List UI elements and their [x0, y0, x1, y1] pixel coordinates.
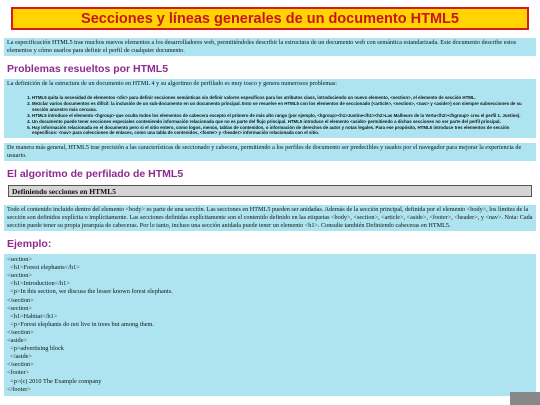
title-banner — [11, 7, 529, 30]
intro-paragraph: La especificación HTML5 trae muchos nuevos elementos a los desarrolladores web, permitiéndoles describir la estructura de un documento web con semántica estandarizada. Este documento describe estos elementos y cómo usarlos para definir el perfil de cualquier documento. — [4, 38, 536, 56]
subsection-heading: Definiendo secciones en HTML5 — [12, 186, 116, 196]
algorithm-paragraph: Todo el contenido incluido dentro del elemento <body> es parte de una sección. Las secciones en HTML5 pueden ser anidadas. Además de la sección principal, definida por el elemento <body>, los límites de la sección son definidos explícita o implícitamente. Las secciones definidas explícitamente son el contenido definido en las etiquetas <body>, <section>, <article>, <aside>, <footer>, <header>, y <nav>. Nota: Cada sección puede tener su propia jerarquía de cabeceras. Por lo tanto, incluso una sección anidada puede tener un elemento <h1>. Consulte también Definiendo cabeceras en HTML5. — [4, 205, 536, 231]
problem-item: 1. HTML5 quita la necesidad de elementos <div> para definir secciones semánticas sin definir valores específicos para los atributos class, introduciendo un nuevo elemento, <section>, el elemento de sección HTML. — [32, 95, 528, 101]
algorithm-heading: El algoritmo de perfilado de HTML5 — [7, 168, 184, 181]
problems-outro: De manera más general, HTML5 trae precisión a las características de seccionado y cabecera, permitiendo a los perfiles de documento ser predecibles y usados por el navegador para mejorar la experiencia de usuario. — [4, 143, 536, 161]
problems-list — [4, 89, 536, 138]
scroll-corner[interactable] — [510, 392, 540, 405]
problem-item: 2. Mezclar varios documentos es difícil: la inclusión de un sub-documento en un documento principal. Esto se resuelve en HTML5 con los elementos de seccionado (<article>, <section>, <nav> y <aside>) son siempre subsecciones de su sección ancestro más cercana. — [32, 101, 528, 112]
code-example: <section> <h1>Forest elephants</h1> <section> <h1>Introduction</h1> <p>In this section, we discuss the lesser known forest elephants. </section> <section> <h1>Habitat</h1> <p>Forest elephants do not live in trees but among them. </section> <aside> <p>advertising block </aside> </section> <footer> <p>(c) 2010 The Example company </footer> — [4, 254, 536, 396]
page-title: Secciones y líneas generales de un documento HTML5 — [81, 10, 459, 27]
problems-intro: La definición de la estructura de un documento en HTML 4 y su algoritmo de perfilado es muy tosco y genera numerosos problemas: — [7, 80, 338, 87]
example-heading: Ejemplo: — [7, 238, 52, 251]
problem-item: 4. Un documento puede tener secciones especiales conteniendo información relacionada que no es parte del flujo principal. HTML5 introduce el elemento <aside> permitiendo a dichas secciones no ser parte del perfil principal. — [32, 119, 528, 125]
problems-heading: Problemas resueltos por HTML5 — [7, 63, 169, 75]
problem-item: 5. Hay información relacionada en el documento pero si el sitio entero, como logos, menús, tablas de contenidos, o información de derechos de autor y notas legales. Para ese propósito, HTML5 introduce tres elementos de sección específicos: <nav> para colecciones de enlaces, como una tabla de contenidos, <footer> y <header> información relacionada con el sitio. — [32, 125, 528, 136]
problems-block — [4, 79, 536, 138]
problem-item: 3. HTML5 introduce el elemento <hgroup> que oculta todos los elementos de cabecera excepto el primero de más alto rango (por ejemplo, <hgroup><h1>Justine</h1><h2>Las Malheurs de la Vertu</h2></hgroup> crea el perfil 1. Justine). — [32, 113, 528, 119]
subsection-heading-box — [8, 185, 532, 197]
